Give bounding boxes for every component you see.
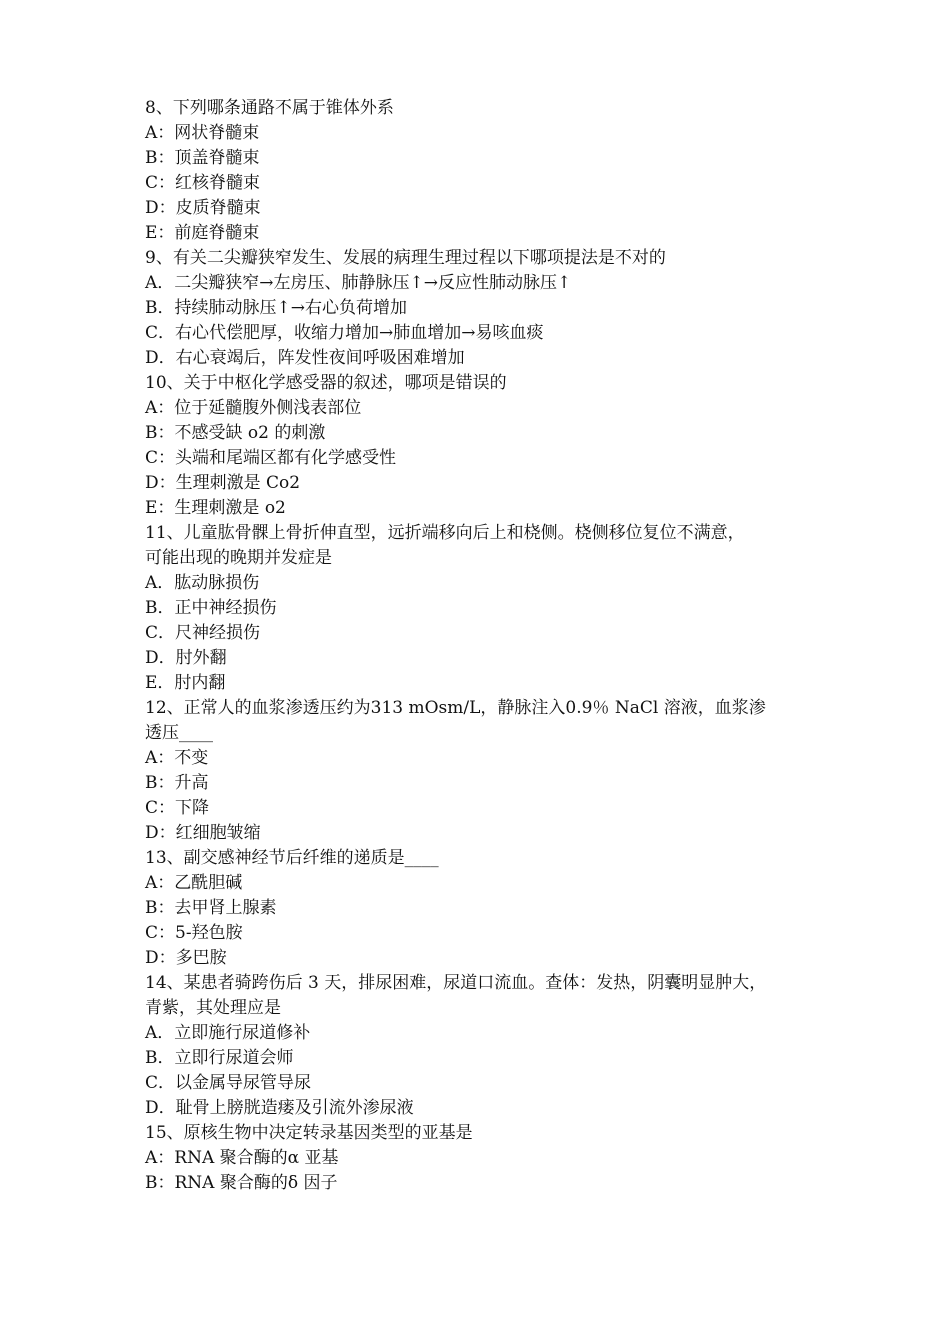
option-b: B：RNA 聚合酶的δ 因子 <box>145 1173 338 1193</box>
question-text: 10、关于中枢化学感受器的叙述，哪项是错误的 <box>145 373 507 393</box>
option-e: E：前庭脊髓束 <box>145 223 260 243</box>
question-text: 12、正常人的血浆渗透压约为313 mOsm/L，静脉注入0.9％ NaCl 溶液，血浆渗 <box>145 698 766 718</box>
option-e: E．肘内翻 <box>145 673 226 693</box>
option-d: D：皮质脊髓束 <box>145 198 261 218</box>
option-a: A．二尖瓣狭窄→左房压、肺静脉压↑→反应性肺动脉压↑ <box>145 273 572 293</box>
option-c: C．右心代偿肥厚，收缩力增加→肺血增加→易咳血痰 <box>145 323 544 343</box>
option-c: C．以金属导尿管导尿 <box>145 1073 312 1093</box>
option-c: C：红核脊髓束 <box>145 173 261 193</box>
option-c: C：头端和尾端区都有化学感受性 <box>145 448 397 468</box>
option-a: A：位于延髓腹外侧浅表部位 <box>145 398 362 418</box>
question-text-continued: 可能出现的晚期并发症是 <box>145 548 332 568</box>
option-d: D．右心衰竭后，阵发性夜间呼吸困难增加 <box>145 348 465 368</box>
question-text-continued: 透压____ <box>145 723 213 743</box>
option-d: D．耻骨上膀胱造瘘及引流外渗尿液 <box>145 1098 414 1118</box>
option-b: B：去甲肾上腺素 <box>145 898 277 918</box>
option-a: A：乙酰胆碱 <box>145 873 243 893</box>
question-text: 9、有关二尖瓣狭窄发生、发展的病理生理过程以下哪项提法是不对的 <box>145 248 666 268</box>
option-b: B：升高 <box>145 773 209 793</box>
option-e: E：生理刺激是 o2 <box>145 498 286 518</box>
option-c: C：5-羟色胺 <box>145 923 243 943</box>
question-text-continued: 青紫，其处理应是 <box>145 998 281 1018</box>
document-page <box>145 96 825 1196</box>
option-d: D：生理刺激是 Co2 <box>145 473 301 493</box>
question-text: 15、原核生物中决定转录基因类型的亚基是 <box>145 1123 473 1143</box>
question-9 <box>145 246 825 371</box>
option-d: D．肘外翻 <box>145 648 227 668</box>
option-b: B．正中神经损伤 <box>145 598 277 618</box>
option-b: B．持续肺动脉压↑→右心负荷增加 <box>145 298 407 318</box>
option-b: B．立即行尿道会师 <box>145 1048 294 1068</box>
option-a: A：不变 <box>145 748 209 768</box>
question-text: 8、下列哪条通路不属于锥体外系 <box>145 98 394 118</box>
question-13 <box>145 846 825 971</box>
option-d: D：红细胞皱缩 <box>145 823 261 843</box>
question-10 <box>145 371 825 521</box>
option-b: B：不感受缺 o2 的刺激 <box>145 423 326 443</box>
option-d: D：多巴胺 <box>145 948 227 968</box>
question-8 <box>145 96 825 246</box>
question-12 <box>145 696 825 846</box>
question-text: 13、副交感神经节后纤维的递质是____ <box>145 848 439 868</box>
option-b: B：顶盖脊髓束 <box>145 148 260 168</box>
option-c: C：下降 <box>145 798 210 818</box>
option-a: A：RNA 聚合酶的α 亚基 <box>145 1148 339 1168</box>
question-11 <box>145 521 825 696</box>
option-c: C．尺神经损伤 <box>145 623 261 643</box>
question-15 <box>145 1121 825 1196</box>
question-14 <box>145 971 825 1121</box>
option-a: A：网状脊髓束 <box>145 123 260 143</box>
question-text: 11、儿童肱骨髁上骨折伸直型，远折端移向后上和桡侧。桡侧移位复位不满意， <box>145 523 745 543</box>
option-a: A．肱动脉损伤 <box>145 573 260 593</box>
question-text: 14、某患者骑跨伤后 3 天，排尿困难，尿道口流血。查体：发热，阴囊明显肿大， <box>145 973 767 993</box>
option-a: A．立即施行尿道修补 <box>145 1023 311 1043</box>
